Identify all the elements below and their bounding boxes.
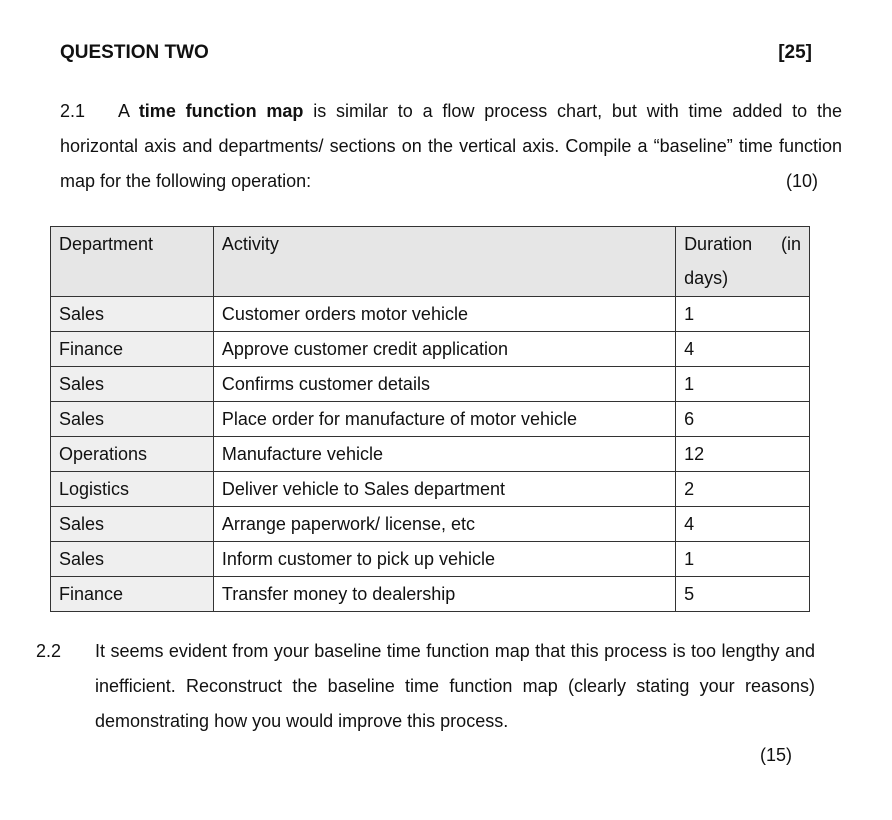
table-row (51, 402, 810, 437)
row-duration: 1 (676, 542, 810, 577)
header-activity: Activity (213, 227, 675, 297)
table-row (51, 472, 810, 507)
header-department: Department (51, 227, 214, 297)
row-activity: Approve customer credit application (213, 332, 675, 367)
row-activity: Manufacture vehicle (213, 437, 675, 472)
row-department: Sales (51, 297, 214, 332)
question-2-2-text: It seems evident from your baseline time function map that this process is too lengthy and inefficient. Reconstruct the baseline time function map (clearly stating your reasons) demonstrating how you would improve this process. (95, 641, 815, 731)
table-row (51, 577, 810, 612)
question-2-1-marks: (10) (785, 171, 818, 191)
row-department: Finance (51, 577, 214, 612)
question-2-2-marks: (15) (759, 745, 792, 765)
row-department: Operations (51, 437, 214, 472)
question-total-marks: [25] (778, 42, 812, 63)
row-duration: 5 (676, 577, 810, 612)
row-duration: 1 (676, 367, 810, 402)
row-activity: Confirms customer details (213, 367, 675, 402)
header-duration-unit-close: days) (684, 268, 729, 288)
row-activity: Deliver vehicle to Sales department (213, 472, 675, 507)
row-activity: Customer orders motor vehicle (213, 297, 675, 332)
question-2-2-number: 2.2 (36, 641, 62, 661)
row-duration: 2 (676, 472, 810, 507)
question-title: QUESTION TWO (60, 42, 209, 63)
table-row (51, 542, 810, 577)
header-duration-label: Duration (684, 234, 753, 254)
table-row (51, 437, 810, 472)
row-department: Finance (51, 332, 214, 367)
row-department: Sales (51, 402, 214, 437)
table-row (51, 297, 810, 332)
question-2-1-body: is similar to a flow process chart, but with time added to the horizontal axis and departments/ sections on the vertical axis. Compile a “baseline” time function map for the following operation: (60, 101, 842, 191)
header-duration-unit-open: (in (780, 234, 801, 254)
question-2-1-number: 2.1 (60, 101, 86, 121)
header-duration (676, 227, 810, 297)
table-header-row (51, 227, 810, 297)
row-department: Sales (51, 367, 214, 402)
question-2-1-bold-term: time function map (138, 101, 304, 121)
row-duration: 12 (676, 437, 810, 472)
row-duration: 6 (676, 402, 810, 437)
row-activity: Arrange paperwork/ license, etc (213, 507, 675, 542)
row-activity: Inform customer to pick up vehicle (213, 542, 675, 577)
activities-table (50, 226, 810, 612)
row-activity: Transfer money to dealership (213, 577, 675, 612)
question-2-1-text (60, 94, 842, 199)
table-row (51, 332, 810, 367)
row-activity: Place order for manufacture of motor vehicle (213, 402, 675, 437)
row-duration: 4 (676, 332, 810, 367)
table-row (51, 367, 810, 402)
row-department: Logistics (51, 472, 214, 507)
row-duration: 4 (676, 507, 810, 542)
table-row (51, 507, 810, 542)
question-2-1-intro: A (118, 101, 139, 121)
row-department: Sales (51, 507, 214, 542)
row-department: Sales (51, 542, 214, 577)
row-duration: 1 (676, 297, 810, 332)
